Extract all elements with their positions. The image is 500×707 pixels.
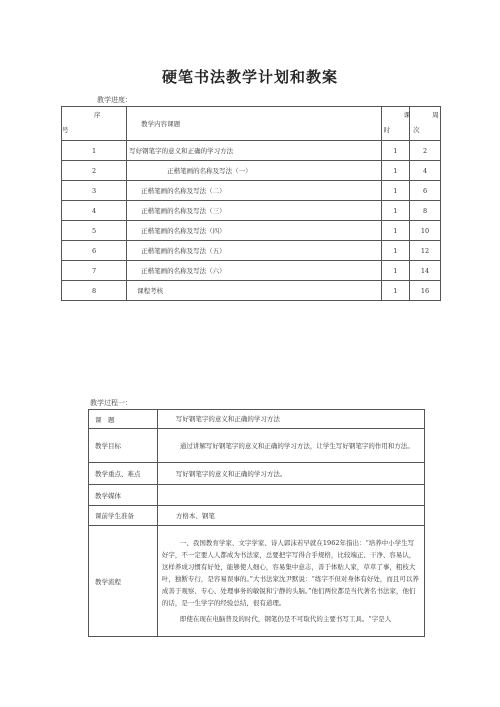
flow-key: 教学流程	[89, 526, 158, 637]
table-row: 1 写好钢笔字的意义和正确的学习方法 1 2	[62, 141, 441, 161]
goal-value: 通过讲解写好钢笔字的意义和正确的学习方法，让学生写好钢笔字的作用和方法。	[157, 429, 424, 463]
focus-value: 写好钢笔字的意义和正确的学习方法。	[157, 463, 424, 485]
goal-key: 教学目标	[89, 429, 158, 463]
topic-value: 写好钢笔字的意义和正确的学习方法	[157, 410, 424, 429]
table-row: 5 正楷笔画的名称及写法（四） 1 10	[62, 221, 441, 241]
table-row: 3 正楷笔画的名称及写法（二） 1 6	[62, 181, 441, 201]
lesson-plan-table	[88, 409, 425, 637]
table-row: 8 课程考核 1 16	[62, 281, 441, 301]
table-row: 2 正楷笔画的名称及写法（一） 1 4	[62, 161, 441, 181]
row-goal	[89, 429, 425, 463]
progress-label: 教学进度：	[97, 96, 132, 104]
focus-key: 教学重点、难点	[89, 463, 158, 485]
media-key: 教学媒体	[89, 485, 158, 506]
flow-value	[157, 526, 424, 637]
row-focus	[89, 463, 425, 485]
header-seq	[62, 107, 127, 141]
row-flow	[89, 526, 425, 637]
header-content: 教学内容课题	[127, 107, 381, 141]
row-prep	[89, 506, 425, 526]
process-label: 教学过程一：	[90, 399, 132, 407]
row-topic	[89, 410, 425, 429]
document-title: 硬笔书法教学计划和教案	[161, 68, 338, 86]
prep-key: 课前学生准备	[89, 506, 158, 526]
table-row: 6 正楷笔画的名称及写法（五） 1 12	[62, 241, 441, 261]
header-week: 周 次	[410, 107, 441, 141]
table-row: 4 正楷笔画的名称及写法（三） 1 8	[62, 201, 441, 221]
flow-paragraph-1: 一、我国教育学家、文字学家、诗人郭沫若早就在1962年指出：“培养中小学生写好字，不一定要人人都成为书法家，总要把字写得合乎规格，比较端正、干净、容易认，这样养成习惯有好处，能够使人细心，容易集中意志，善于体贴人家，草草了事，粗枝大叶，独断专行，是容易误事的。”大书法家沈尹默说：“练字不但对身体有好处，而且可以养成善于观察、专心、处理事务的敏锐和宁静的头脑。”他们两位都是当代著名书法家，他们的话，是一生学字的经验总结，很有道理。	[161, 539, 419, 607]
header-seq-top: 序	[94, 111, 101, 119]
header-seq-bottom: 号	[62, 126, 69, 134]
topic-key: 课 题	[89, 410, 158, 429]
table-header-row	[62, 107, 441, 141]
row-media	[89, 485, 425, 506]
table-row: 7 正楷笔画的名称及写法（六） 1 14	[62, 261, 441, 281]
schedule-table	[61, 106, 441, 301]
media-value	[157, 485, 424, 506]
prep-value: 方格本、钢笔	[157, 506, 424, 526]
flow-paragraph-2: 即使在现在电脑普及的时代，钢笔仍是不可取代的主要书写工具。“字是人	[179, 615, 392, 623]
header-hours: 课 时	[381, 107, 410, 141]
